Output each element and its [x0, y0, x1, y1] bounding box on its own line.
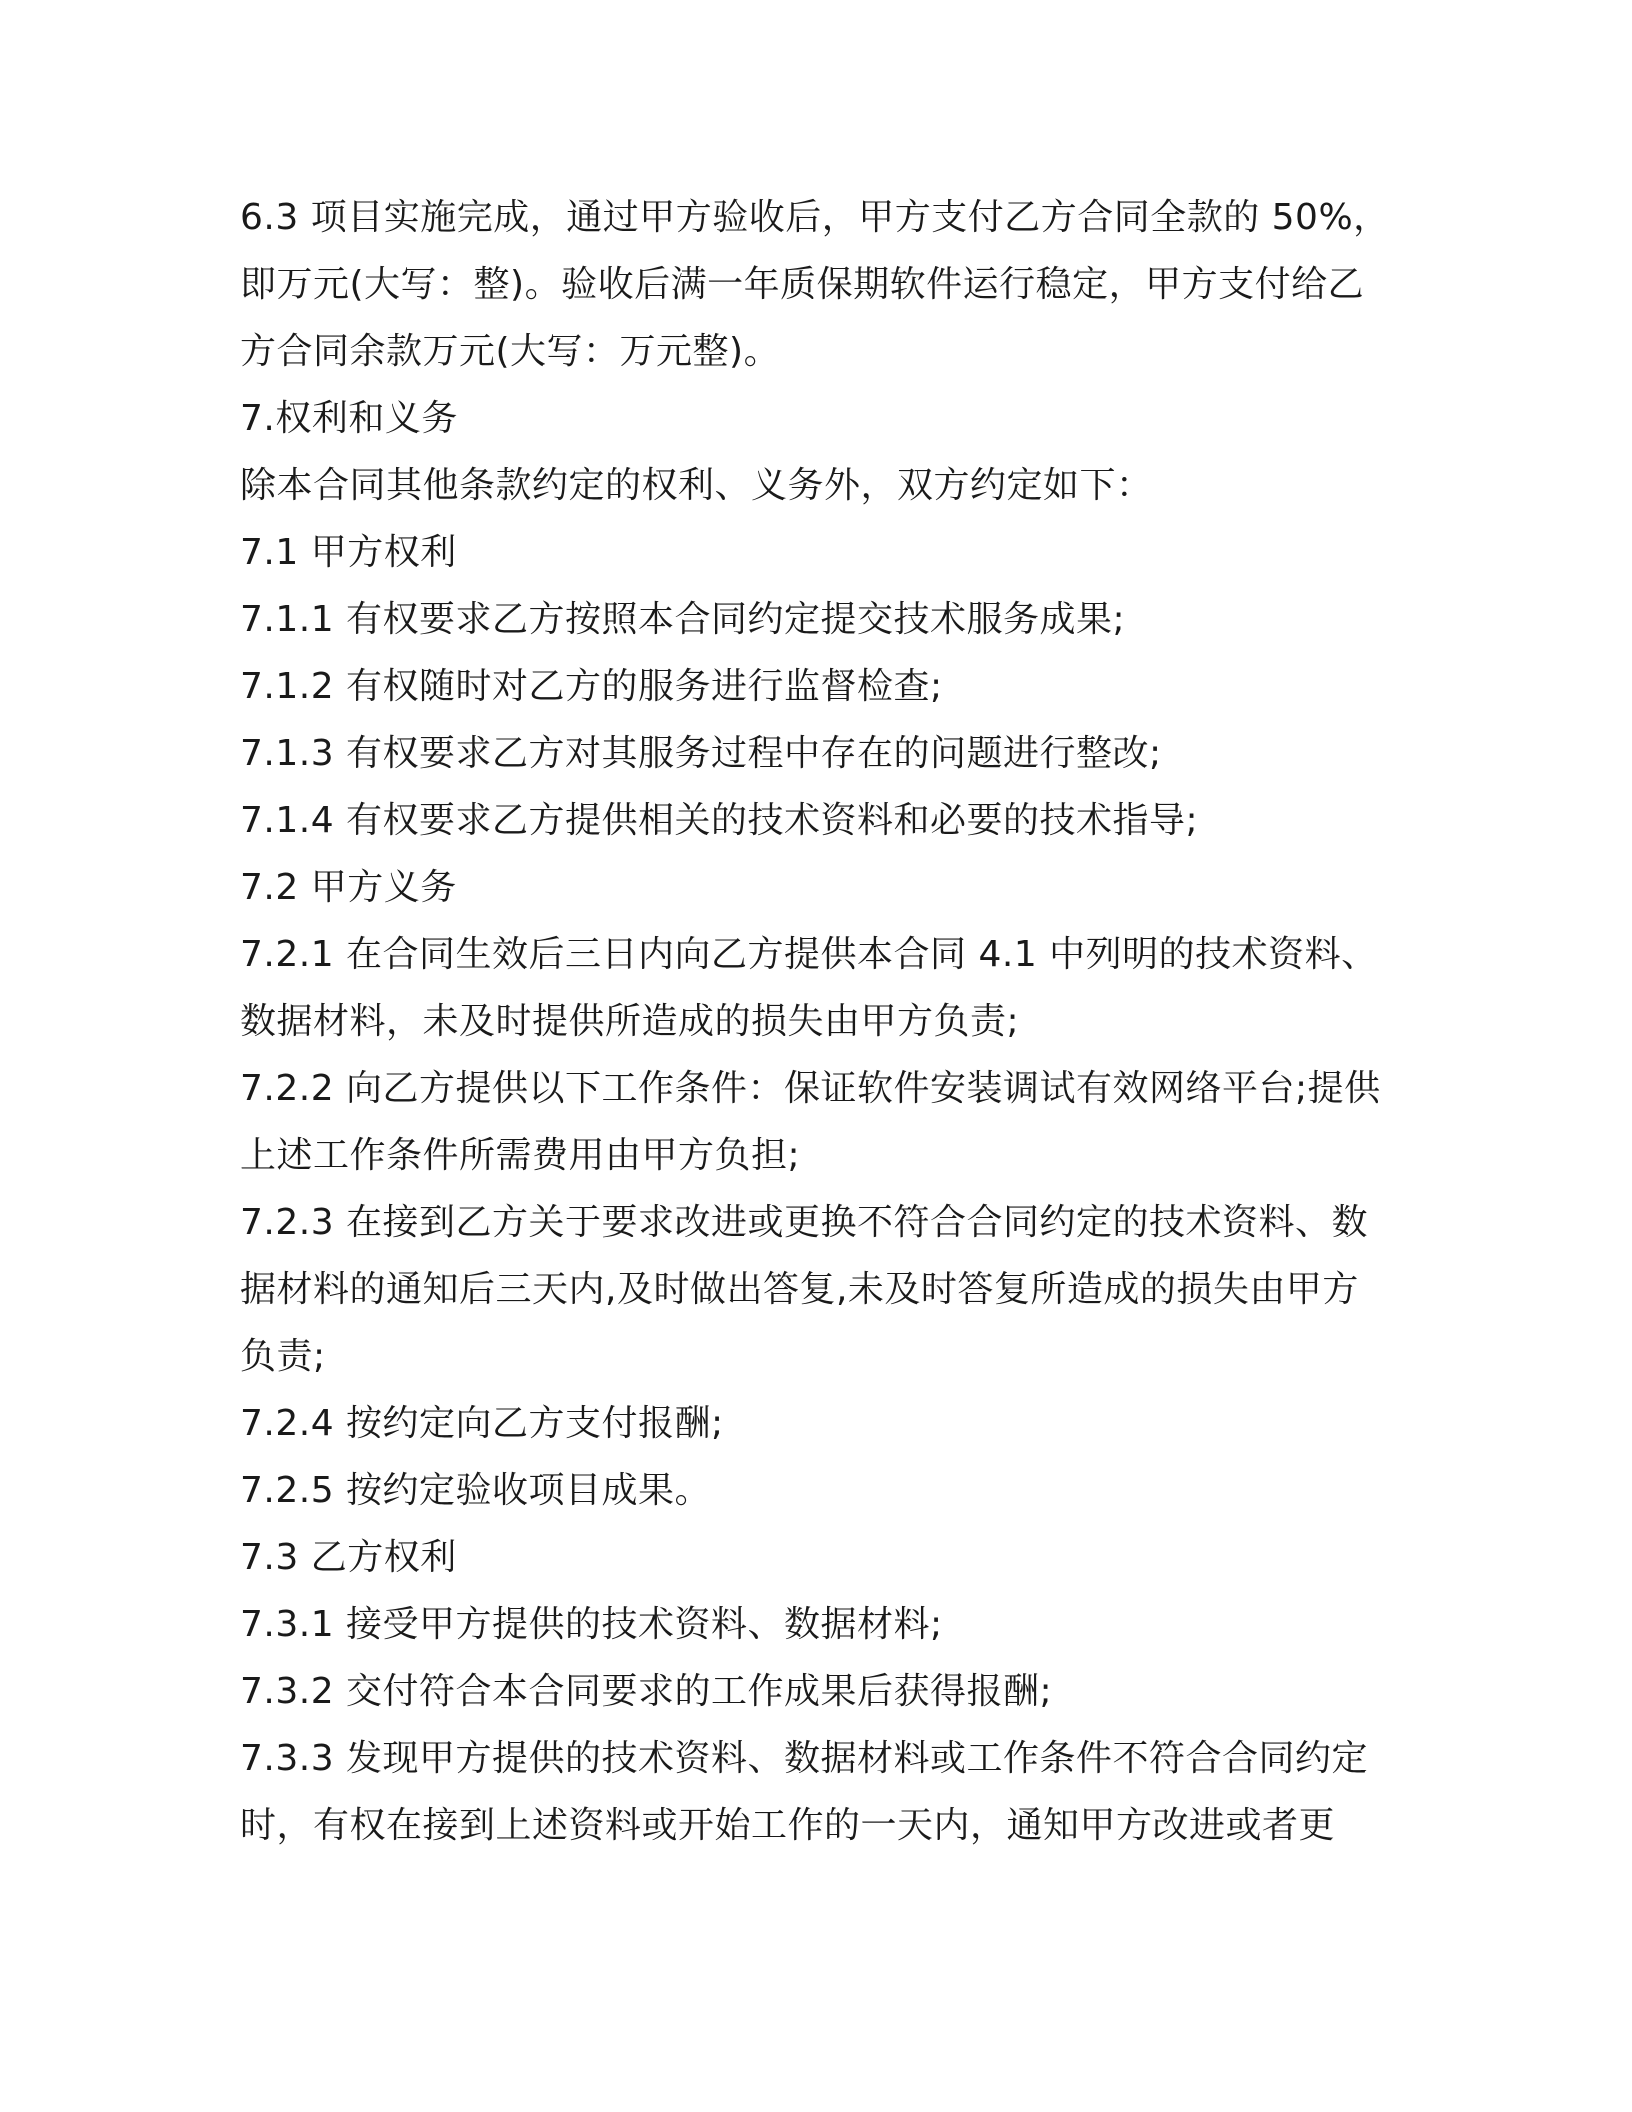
text-line: 7.3.2 交付符合本合同要求的工作成果后获得报酬; [240, 1671, 1053, 1712]
text-line: 即万元(大写：整)。验收后满一年质保期软件运行稳定，甲方支付给乙 [240, 264, 1365, 305]
section-heading: 7.权利和义务 [240, 398, 458, 439]
subsection-heading: 7.1 甲方权利 [240, 532, 457, 573]
text-line: 7.2.2 向乙方提供以下工作条件：保证软件安装调试有效网络平台;提供 [240, 1068, 1381, 1109]
text-line: 7.1.2 有权随时对乙方的服务进行监督检查; [240, 666, 943, 707]
text-line: 除本合同其他条款约定的权利、义务外，双方约定如下： [240, 465, 1153, 506]
text-line: 6.3 项目实施完成，通过甲方验收后，甲方支付乙方合同全款的 50%， [240, 197, 1390, 238]
text-line: 负责; [240, 1336, 326, 1377]
text-line: 7.3.3 发现甲方提供的技术资料、数据材料或工作条件不符合合同约定 [240, 1738, 1369, 1779]
text-line: 7.3.1 接受甲方提供的技术资料、数据材料; [240, 1604, 943, 1645]
text-line: 据材料的通知后三天内,及时做出答复,未及时答复所造成的损失由甲方 [240, 1269, 1359, 1310]
text-line: 数据材料，未及时提供所造成的损失由甲方负责; [240, 1001, 1020, 1042]
text-line: 7.2.4 按约定向乙方支付报酬; [240, 1403, 724, 1444]
subsection-heading: 7.3 乙方权利 [240, 1537, 457, 1578]
text-line: 7.2.5 按约定验收项目成果。 [240, 1470, 712, 1511]
text-line: 7.2.3 在接到乙方关于要求改进或更换不符合合同约定的技术资料、数 [240, 1202, 1369, 1243]
text-line: 7.1.4 有权要求乙方提供相关的技术资料和必要的技术指导; [240, 800, 1199, 841]
text-line: 上述工作条件所需费用由甲方负担; [240, 1135, 801, 1176]
document-body [240, 184, 1390, 1859]
text-line: 7.1.3 有权要求乙方对其服务过程中存在的问题进行整改; [240, 733, 1162, 774]
text-line: 7.1.1 有权要求乙方按照本合同约定提交技术服务成果; [240, 599, 1126, 640]
text-line: 时，有权在接到上述资料或开始工作的一天内，通知甲方改进或者更 [240, 1805, 1336, 1846]
text-line: 7.2.1 在合同生效后三日内向乙方提供本合同 4.1 中列明的技术资料、 [240, 934, 1378, 975]
text-line: 方合同余款万元(大写：万元整)。 [240, 331, 781, 372]
subsection-heading: 7.2 甲方义务 [240, 867, 457, 908]
